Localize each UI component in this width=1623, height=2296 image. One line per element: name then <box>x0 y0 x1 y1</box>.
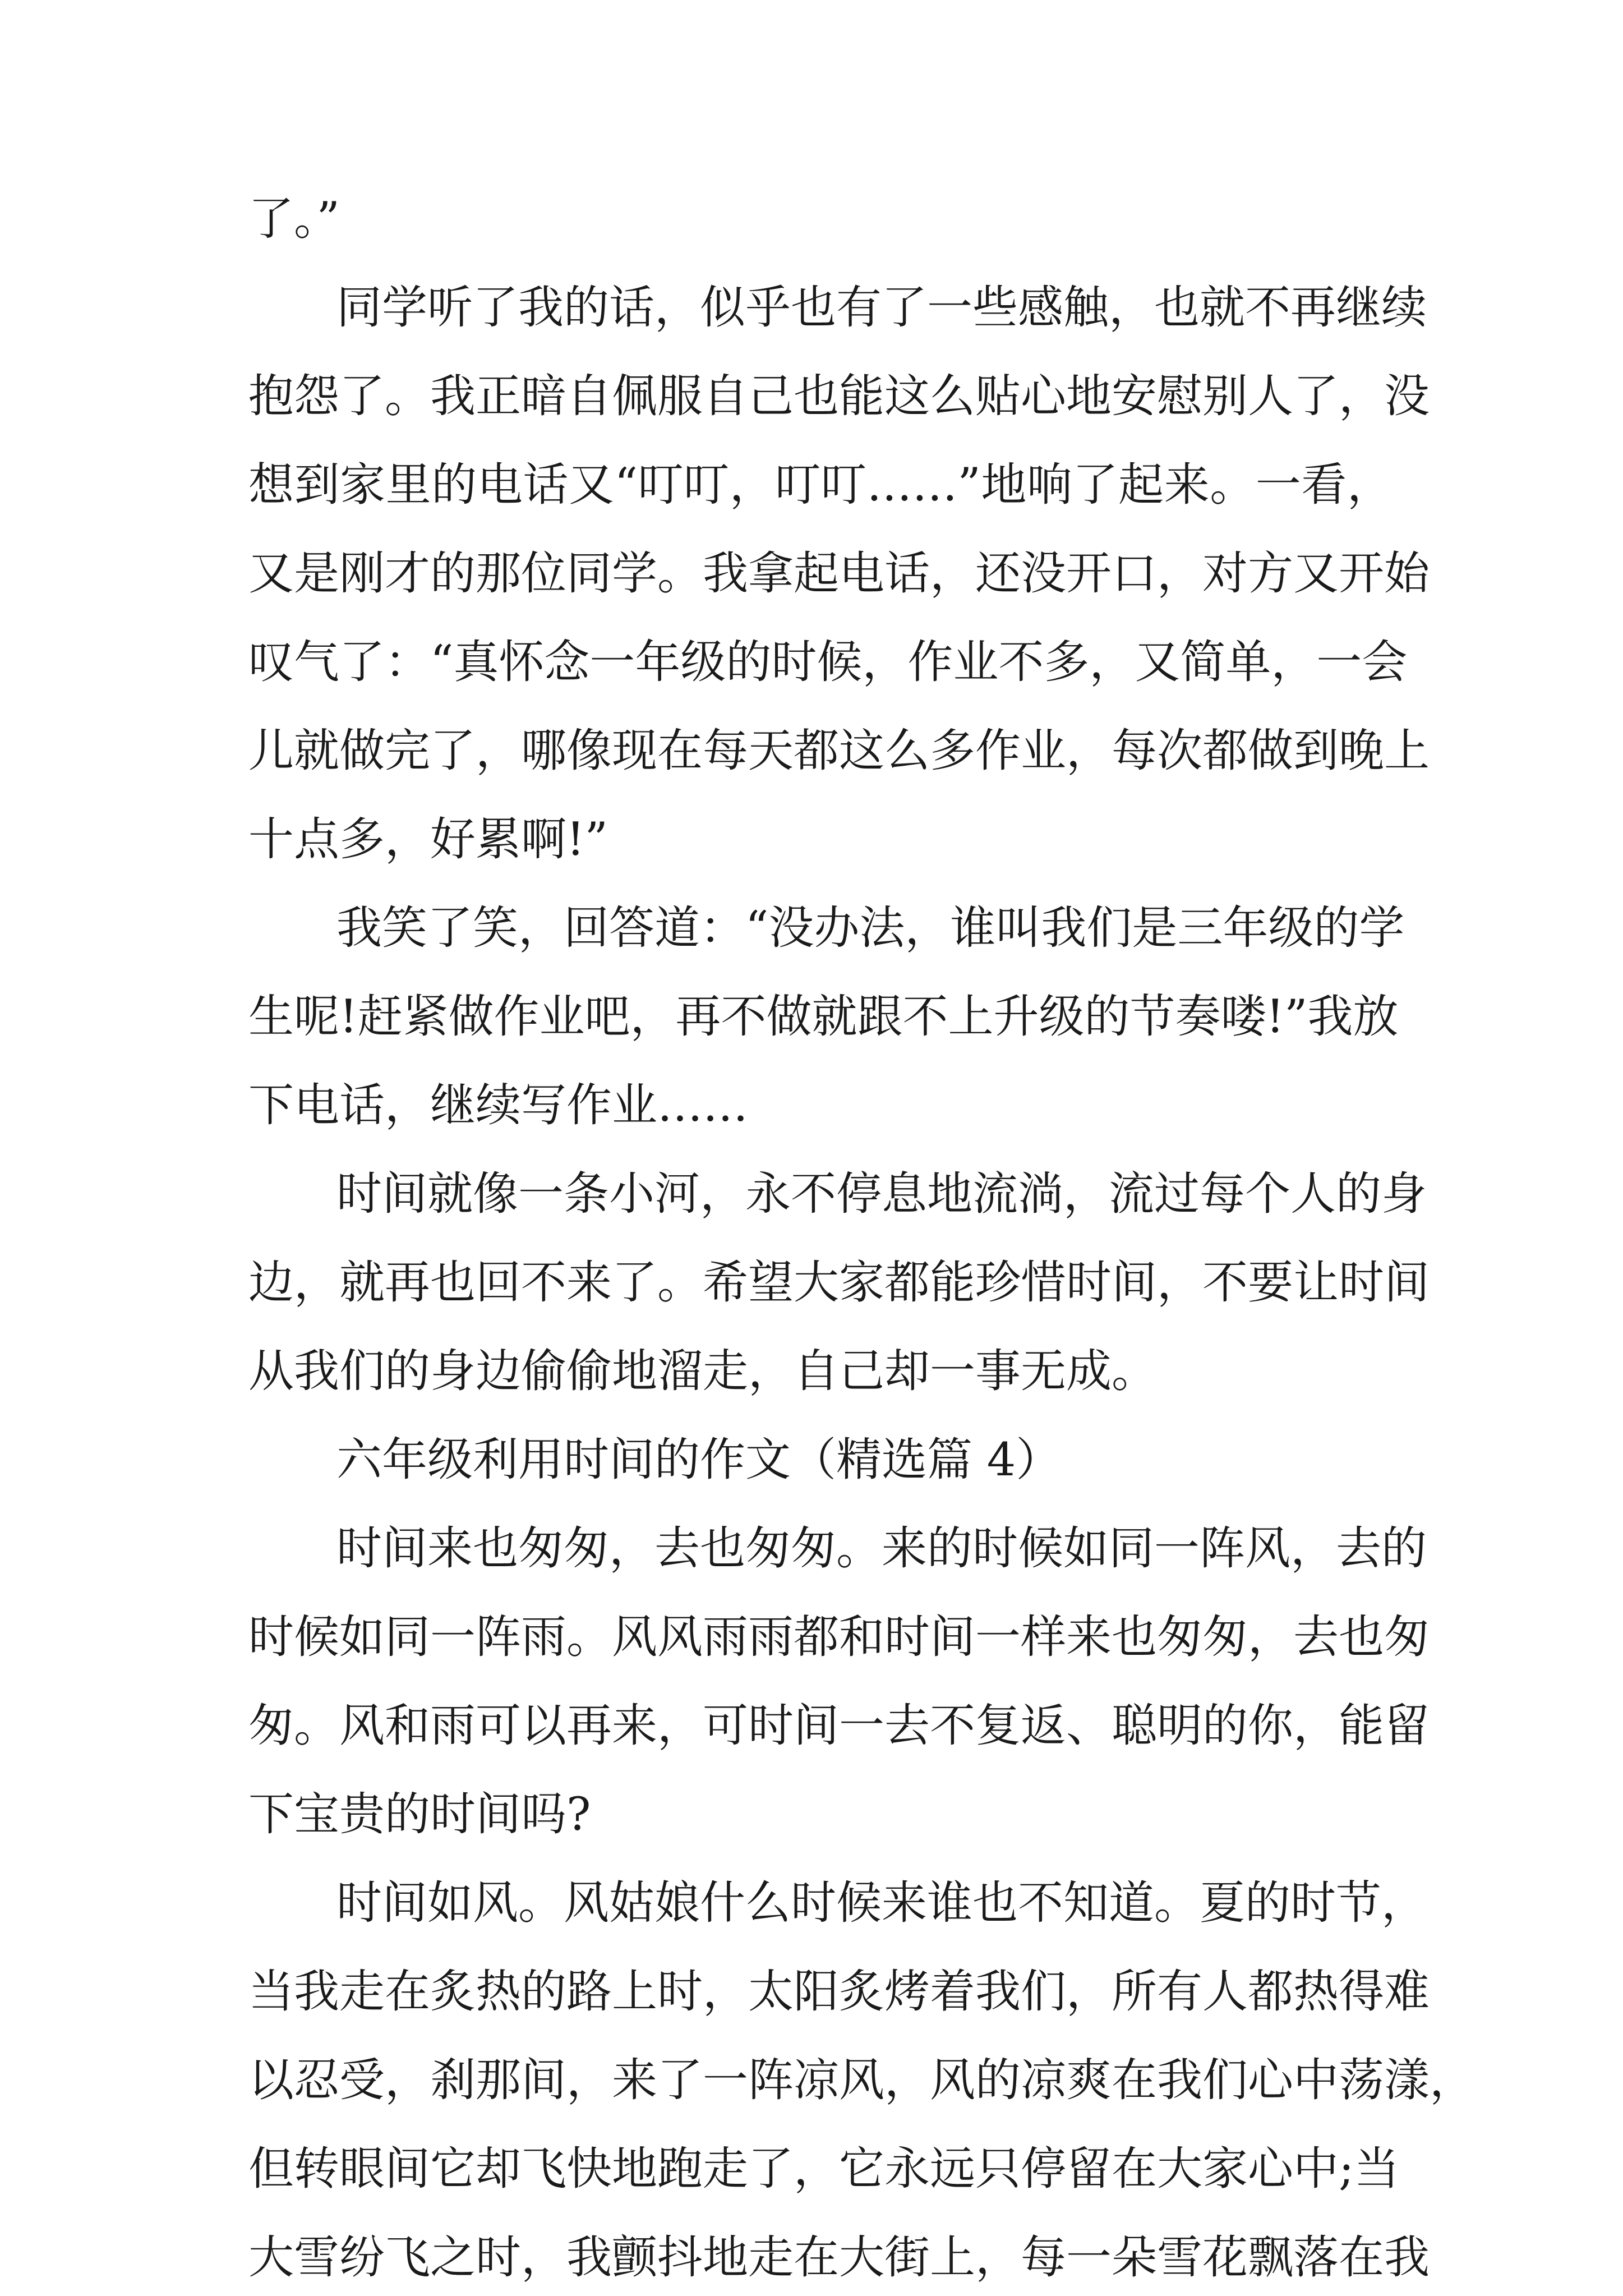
section-heading: 六年级利用时间的作文（精选篇 4） <box>336 1434 1062 1487</box>
text-line: 匆。风和雨可以再来，可时间一去不复返、聪明的你，能留 <box>248 1700 1430 1752</box>
text-line: 当我走在炙热的路上时，太阳炙烤着我们，所有人都热得难 <box>248 1966 1430 2018</box>
text-line: 抱怨了。我正暗自佩服自己也能这么贴心地安慰别人了，没 <box>248 370 1430 423</box>
text-line: 边，就再也回不来了。希望大家都能珍惜时间，不要让时间 <box>248 1257 1430 1309</box>
text-line: 但转眼间它却飞快地跑走了，它永远只停留在大家心中;当 <box>248 2143 1400 2196</box>
text-line: 时候如同一阵雨。风风雨雨都和时间一样来也匆匆，去也匆 <box>248 1611 1430 1664</box>
text-line: 生呢!赶紧做作业吧，再不做就跟不上升级的节奏喽!”我放 <box>248 991 1399 1043</box>
paragraph-start-line: 时间来也匆匆，去也匆匆。来的时候如同一阵风，去的 <box>336 1522 1427 1575</box>
paragraph-start-line: 同学听了我的话，似乎也有了一些感触，也就不再继续 <box>336 282 1427 334</box>
text-line: 又是刚才的那位同学。我拿起电话，还没开口，对方又开始 <box>248 547 1430 600</box>
text-line: 儿就做完了，哪像现在每天都这么多作业，每次都做到晚上 <box>248 725 1430 777</box>
text-line: 下宝贵的时间吗? <box>248 1788 591 1841</box>
text-line: 了。” <box>248 193 340 246</box>
paragraph-start-line: 时间如风。风姑娘什么时候来谁也不知道。夏的时节， <box>336 1877 1427 1930</box>
paragraph-start-line: 时间就像一条小河，永不停息地流淌，流过每个人的身 <box>336 1168 1427 1221</box>
text-line: 叹气了：“真怀念一年级的时候，作业不多，又简单，一会 <box>248 636 1408 689</box>
text-line: 十点多，好累啊!” <box>248 813 608 866</box>
text-line: 以忍受，刹那间，来了一阵凉风，风的凉爽在我们心中荡漾， <box>248 2054 1476 2107</box>
text-line: 下电话，继续写作业…… <box>248 1079 749 1132</box>
paragraph-start-line: 我笑了笑，回答道：“没办法，谁叫我们是三年级的学 <box>336 902 1405 955</box>
text-line: 从我们的身边偷偷地溜走，自己却一事无成。 <box>248 1345 1158 1398</box>
text-line: 大雪纷飞之时，我颤抖地走在大街上，每一朵雪花飘落在我 <box>248 2231 1430 2284</box>
text-line: 想到家里的电话又“叮叮，叮叮……”地响了起来。一看， <box>248 459 1393 512</box>
